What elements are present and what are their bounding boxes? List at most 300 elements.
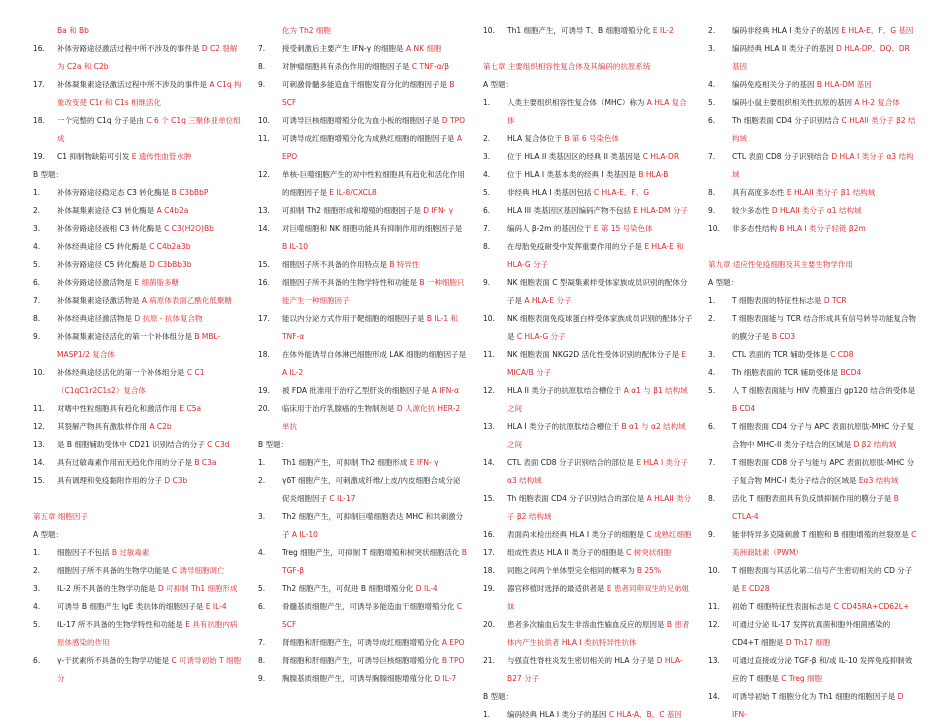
question-number: 8. xyxy=(258,656,266,665)
answer-text: D HLA-DP、DQ、DR 基因 xyxy=(732,44,910,71)
question-body xyxy=(507,202,693,220)
question-item xyxy=(33,274,243,292)
question-text: CTL 表面 CD8 分子识别结合的部位是 xyxy=(507,458,634,467)
question-number: 10. xyxy=(483,26,495,35)
question-text: γδT 细胞产生，可刺激成纤维/上皮/内皮细胞合成分泌促炎细胞因子 xyxy=(282,476,461,503)
question-text: 非经典 HLA I 类基因包括 xyxy=(507,188,592,197)
question-number: 4. xyxy=(708,368,716,377)
answer-text: E IL-2 xyxy=(650,26,674,35)
question-item xyxy=(708,526,918,562)
question-number: 5. xyxy=(708,386,716,395)
column-2 xyxy=(258,22,468,688)
question-number: 6. xyxy=(33,656,41,665)
question-body xyxy=(57,184,243,202)
question-item xyxy=(483,202,693,220)
question-item xyxy=(483,526,693,544)
question-text: Th2 细胞产生，可促进 B 细胞增殖分化 xyxy=(282,584,414,593)
question-number: 17. xyxy=(483,548,495,557)
answer-text: B SCF xyxy=(282,80,455,107)
question-item xyxy=(33,364,243,400)
question-text: Th1 细胞产生，可抑制 Th2 细胞形成 xyxy=(282,458,408,467)
question-body xyxy=(507,706,693,724)
question-body xyxy=(507,22,693,40)
question-item xyxy=(483,616,693,652)
question-body xyxy=(507,526,693,544)
question-number: 4. xyxy=(33,242,41,251)
question-body xyxy=(282,58,468,76)
question-text: HLA III 类基因区基因编码产物不包括 xyxy=(507,206,632,215)
question-body xyxy=(732,292,918,310)
question-number: 14. xyxy=(33,458,45,467)
question-item xyxy=(33,292,243,310)
answer-text: A IL-2 xyxy=(282,368,304,377)
question-item xyxy=(483,130,693,148)
question-text: 补体旁路途径激活过程中所不涉及的事件是 xyxy=(57,44,200,53)
question-item xyxy=(258,22,468,40)
question-item xyxy=(33,220,243,238)
question-text: 补体凝集素途径激活物是 xyxy=(57,296,140,305)
spacer xyxy=(483,40,693,58)
answer-text: A HLAII 类分子 β2 结构域 xyxy=(507,494,692,521)
question-body xyxy=(507,274,693,310)
question-body xyxy=(57,472,243,490)
question-text: 组成性表达 HLA II 类分子的细胞是 xyxy=(507,548,624,557)
answer-text: D HLAII 类分子 α1 结构域 xyxy=(769,206,862,215)
question-item xyxy=(258,166,468,202)
question-number: 10. xyxy=(708,224,720,233)
answer-text: E HLA-E 和 HLA-G 分子 xyxy=(507,242,684,269)
answer-text: B C3a xyxy=(192,458,217,467)
question-number: 11. xyxy=(483,350,495,359)
question-body xyxy=(57,112,243,148)
column-3 xyxy=(483,22,693,724)
question-item xyxy=(258,274,468,310)
question-item xyxy=(258,202,468,220)
question-body xyxy=(732,418,918,454)
question-item xyxy=(708,148,918,184)
question-text: 表面尚未检出经典 HLA I 类分子的细胞是 xyxy=(507,530,644,539)
question-item xyxy=(483,310,693,346)
question-type-heading: A 型题： xyxy=(483,80,514,89)
answer-text: A C1q 构象改变使 C1r 和 C1s 相继活化 xyxy=(57,80,242,107)
answer-text: B C3bBbP xyxy=(169,188,209,197)
question-number: 8. xyxy=(258,62,266,71)
answer-text: B HLA-B xyxy=(635,170,669,179)
question-text: 同胞之间两个单体型完全相同的概率为 xyxy=(507,566,635,575)
question-number: 5. xyxy=(33,260,41,269)
question-body xyxy=(282,130,468,166)
question-body xyxy=(57,202,243,220)
question-number: 16. xyxy=(33,44,45,53)
question-number: 10. xyxy=(483,314,495,323)
question-text: 可诱导初始 T 细胞分化为 Th1 细胞的细胞因子是 xyxy=(732,692,896,701)
answer-text: D 抗原 - 抗体复合物 xyxy=(132,314,203,323)
answer-text: A HLA-E 分子 xyxy=(522,296,572,305)
question-body xyxy=(282,472,468,508)
answer-text: B 第 6 号染色体 xyxy=(562,134,619,143)
question-text: 编码经典 HLA I 类分子的基因 xyxy=(507,710,607,719)
question-text: 肾细胞和肝细胞产生，可诱导成红细胞增殖分化 xyxy=(282,638,440,647)
answer-text: A EPO xyxy=(439,638,465,647)
question-body xyxy=(732,598,918,616)
question-type-heading: B 型题： xyxy=(33,170,64,179)
question-item xyxy=(708,76,918,94)
question-text: 可刺激骨髓多能造血干细胞发育分化的细胞因子是 xyxy=(282,80,447,89)
chapter-title: 第七章 主要组织相容性复合体及其编码的抗原系统 xyxy=(483,62,651,71)
question-number: 5. xyxy=(258,584,266,593)
answer-text: D HLA I 类分子 α3 结构域 xyxy=(732,152,914,179)
answer-text: B CD3 xyxy=(769,332,796,341)
question-type-heading: B 型题： xyxy=(483,692,514,701)
question-text: 补体凝集素途径激活过程中所不涉及的事件是 xyxy=(57,80,207,89)
answer-text: C C1（C1qC1r2C1s2）复合体 xyxy=(57,368,205,395)
question-number: 10. xyxy=(258,116,270,125)
question-text: 非多态性结构 xyxy=(732,224,777,233)
question-text: 活化 T 细胞表面具有负反馈抑制作用的膜分子是 xyxy=(732,494,892,503)
question-body xyxy=(507,130,693,148)
question-item xyxy=(708,202,918,220)
question-number: 4. xyxy=(33,602,41,611)
column-1 xyxy=(33,22,243,688)
question-item xyxy=(33,562,243,580)
question-body xyxy=(57,562,243,580)
answer-text: C C3d xyxy=(204,440,230,449)
question-text: 能非特异多克隆刺激 T 细胞和 B 细胞增殖的丝裂原是 xyxy=(732,530,909,539)
question-item xyxy=(258,598,468,634)
question-body xyxy=(57,652,243,688)
question-item xyxy=(708,364,918,382)
question-body xyxy=(732,94,918,112)
question-body xyxy=(57,292,243,310)
question-number: 1. xyxy=(483,710,491,719)
question-number: 1. xyxy=(483,98,491,107)
question-number: 9. xyxy=(483,278,491,287)
question-text: 被 FDA 批准用于治疗乙型肝炎的细胞因子是 xyxy=(282,386,430,395)
question-item xyxy=(33,76,243,112)
answer-text: C Treg 细胞 xyxy=(778,674,823,683)
question-item xyxy=(33,148,243,166)
question-number: 7. xyxy=(708,458,716,467)
answer-text: A α1 与 β1 结构域之间 xyxy=(507,386,688,413)
question-text: 人类主要组织相容性复合体（MHC）称为 xyxy=(507,98,645,107)
answer-text: D IFN- xyxy=(732,692,904,719)
question-body xyxy=(507,562,693,580)
question-text: 位于 HLA II 类基因区的经典 II 类基因是 xyxy=(507,152,641,161)
question-item xyxy=(33,616,243,652)
question-number: 14. xyxy=(258,224,270,233)
answer-text: D C2 裂解为 C2a 和 C2b xyxy=(57,44,238,71)
question-item xyxy=(258,112,468,130)
question-item xyxy=(483,562,693,580)
question-item xyxy=(33,202,243,220)
question-number: 17. xyxy=(258,314,270,323)
question-text: 补体旁路途径液相 C3 转化酶是 xyxy=(57,224,162,233)
question-item xyxy=(483,382,693,418)
question-number: 1. xyxy=(33,548,41,557)
answer-text: E 患者同卵双生的兄弟姐妹 xyxy=(507,584,690,611)
answer-text: E IFN- γ xyxy=(407,458,439,467)
question-text: 补体凝集素途径 C3 转化酶是 xyxy=(57,206,155,215)
question-body xyxy=(732,652,918,688)
question-body xyxy=(57,148,243,166)
question-body xyxy=(507,310,693,346)
question-item xyxy=(258,76,468,112)
question-item xyxy=(708,652,918,688)
answer-text: C HLA-A、B、C 基因 xyxy=(606,710,682,719)
question-body xyxy=(57,76,243,112)
question-number: 21. xyxy=(483,656,495,665)
question-body xyxy=(282,508,468,544)
question-body xyxy=(282,256,468,274)
question-item xyxy=(483,166,693,184)
question-type-heading: A 型题： xyxy=(708,278,739,287)
answer-text: C CD45RA+CD62L+ xyxy=(831,602,910,611)
answer-text: D TCR xyxy=(821,296,847,305)
question-item xyxy=(483,148,693,166)
question-item xyxy=(258,508,468,544)
question-body xyxy=(57,616,243,652)
question-text: 对巨噬细胞和 NK 细胞功能具有抑制作用的细胞因子是 xyxy=(282,224,463,233)
question-text: 能以内分泌方式作用于靶细胞的细胞因子是 xyxy=(282,314,425,323)
answer-text: Ba 和 Bb xyxy=(57,26,89,35)
answer-text: D C3b xyxy=(162,476,188,485)
question-item xyxy=(258,580,468,598)
question-body xyxy=(57,436,243,454)
question-body xyxy=(507,166,693,184)
question-body xyxy=(282,166,468,202)
question-number: 8. xyxy=(708,188,716,197)
question-number: 17. xyxy=(33,80,45,89)
question-text: γ-干扰素所不具备的生物学功能是 xyxy=(57,656,170,665)
question-number: 2. xyxy=(258,476,266,485)
question-body xyxy=(507,184,693,202)
question-body xyxy=(507,490,693,526)
question-text: HLA I 类分子的抗原肽结合槽位于 xyxy=(507,422,620,431)
question-body xyxy=(57,238,243,256)
answer-text: Eα3 结构域 xyxy=(856,476,899,485)
question-body xyxy=(282,544,468,580)
question-body xyxy=(732,688,918,724)
answer-text: A EPO xyxy=(282,134,463,161)
answer-text: B 患者体内产生抗供者 HLA I 类抗特异性抗体 xyxy=(507,620,690,647)
question-number: 12. xyxy=(483,386,495,395)
question-item xyxy=(33,328,243,364)
question-item xyxy=(258,652,468,670)
answer-text: D TPO xyxy=(439,116,466,125)
question-type-heading: B 型题： xyxy=(258,440,289,449)
question-text: 与强直性脊柱炎发生密切相关的 HLA 分子是 xyxy=(507,656,655,665)
question-number: 20. xyxy=(258,404,270,413)
answer-text: E HLA I 类分子 α3 结构域 xyxy=(507,458,689,485)
question-number: 10. xyxy=(708,566,720,575)
question-number: 14. xyxy=(708,692,720,701)
question-body xyxy=(282,112,468,130)
answer-text: C SCF xyxy=(282,602,463,629)
answer-text: C HLA-G 分子 xyxy=(514,332,566,341)
answer-text: D β2 结构域 xyxy=(851,440,897,449)
answer-text: B TPO xyxy=(439,656,465,665)
question-item xyxy=(258,130,468,166)
answer-text: B 一种细胞只能产生一种细胞因子 xyxy=(282,278,465,305)
question-text: 可抑制 Th2 细胞形成和增殖的细胞因子是 xyxy=(282,206,421,215)
answer-text: C CD8 xyxy=(827,350,854,359)
question-item xyxy=(258,58,468,76)
answer-text: C 树突状细胞 xyxy=(623,548,672,557)
question-text: 细胞因子所不具备的生物学功能是 xyxy=(57,566,170,575)
answer-text: E 遗传性血管水肿 xyxy=(129,152,192,161)
question-number: 6. xyxy=(33,278,41,287)
question-item xyxy=(708,112,918,148)
question-text: 肾细胞和肝细胞产生，可诱导巨核细胞增殖分化 xyxy=(282,656,440,665)
question-number: 18. xyxy=(33,116,45,125)
question-text: 补体旁路途径稳定态 C3 转化酶是 xyxy=(57,188,170,197)
question-body xyxy=(57,310,243,328)
question-text: HLA II 类分子的抗原肽结合槽位于 xyxy=(507,386,622,395)
answer-text: C TNF-α/β xyxy=(409,62,449,71)
question-text: 患者多次输血后发生非溶血性输血反应的原因是 xyxy=(507,620,665,629)
question-item xyxy=(33,472,243,490)
answer-text: A C4b2a xyxy=(154,206,189,215)
question-body xyxy=(282,400,468,436)
question-body xyxy=(507,346,693,382)
question-number: 5. xyxy=(708,98,716,107)
question-body xyxy=(507,220,693,238)
question-item xyxy=(33,40,243,76)
question-text: 补体经典途径激活物是 xyxy=(57,314,132,323)
question-body xyxy=(57,544,243,562)
question-body xyxy=(282,382,468,400)
question-body xyxy=(282,310,468,346)
question-item xyxy=(708,688,918,724)
question-body xyxy=(57,418,243,436)
chapter-title: 第五章 细胞因子 xyxy=(33,512,88,521)
answer-text: C HLAII 类分子 β2 结构域 xyxy=(732,116,916,143)
question-text: 编码小鼠主要组织相关性抗原的基因 xyxy=(732,98,852,107)
question-text: 可诱导 B 细胞产生 IgE 类抗体的细胞因子是 xyxy=(57,602,204,611)
answer-text: E HLA-DM 分子 xyxy=(631,206,688,215)
question-number: 16. xyxy=(483,530,495,539)
question-number: 4. xyxy=(483,170,491,179)
question-text: CTL 表面的 TCR 辅助受体是 xyxy=(732,350,828,359)
question-number: 5. xyxy=(483,188,491,197)
question-item xyxy=(483,94,693,130)
question-text: 具有过敏毒素作用而无趋化作用的分子是 xyxy=(57,458,192,467)
question-text: 可诱导成红细胞增殖分化为成熟红细胞的细胞因子是 xyxy=(282,134,455,143)
question-number: 15. xyxy=(33,476,45,485)
question-text: NK 细胞表面 C 型凝集素样受体家族成员识别的配体分子是 xyxy=(507,278,688,305)
question-text: 编码经典 HLA II 类分子的基因 xyxy=(732,44,834,53)
question-number: 2. xyxy=(483,134,491,143)
question-text: Th 细胞表面 CD4 分子识别结合的部位是 xyxy=(507,494,645,503)
question-number: 13. xyxy=(33,440,45,449)
answer-text: B HLA-DM 基因 xyxy=(814,80,872,89)
question-number: 1. xyxy=(33,188,41,197)
question-text: 编码免疫相关分子的基因 xyxy=(732,80,815,89)
question-text: 是 B 细胞辅助受体中 CD21 识别结合的分子 xyxy=(57,440,205,449)
question-number: 2. xyxy=(33,566,41,575)
question-text: 编码非经典 HLA I 类分子的基因 xyxy=(732,26,839,35)
question-number: 18. xyxy=(483,566,495,575)
question-body xyxy=(282,652,468,670)
answer-text: C HLA-DR xyxy=(640,152,680,161)
answer-text: A NK 细胞 xyxy=(403,44,442,53)
answer-text: D IL-4 xyxy=(413,584,438,593)
question-item xyxy=(708,22,918,40)
question-number: 1. xyxy=(708,296,716,305)
question-item xyxy=(33,310,243,328)
question-number: 9. xyxy=(258,80,266,89)
question-text: C1 抑制物缺陷可引发 xyxy=(57,152,130,161)
question-number: 8. xyxy=(483,242,491,251)
question-text: Th2 细胞产生，可抑制巨噬细胞表达 MHC 和共刺激分子 xyxy=(282,512,464,539)
answer-text: C 成熟红细胞 xyxy=(643,530,692,539)
question-number: 7. xyxy=(258,44,266,53)
question-item xyxy=(483,418,693,454)
question-item xyxy=(258,454,468,472)
question-text: 细胞因子所不具备的作用特点是 xyxy=(282,260,387,269)
question-item xyxy=(258,346,468,382)
question-text: T 细胞表面 CD4 分子与 APC 表面抗原肽-MHC 分子复合物中 MHC-II 类分子结合的区域是 xyxy=(732,422,915,449)
question-body xyxy=(732,202,918,220)
question-number xyxy=(258,22,282,40)
question-number: 9. xyxy=(258,674,266,683)
question-text: 骨髓基质细胞产生，可诱导多能造血干细胞增殖分化 xyxy=(282,602,455,611)
question-number: 3. xyxy=(258,512,266,521)
question-text: 具有调理和免疫黏附作用的分子 xyxy=(57,476,162,485)
question-number: 11. xyxy=(33,404,45,413)
question-body xyxy=(282,346,468,382)
question-item xyxy=(483,184,693,202)
question-number: 8. xyxy=(33,314,41,323)
question-body xyxy=(282,634,468,652)
answer-text: B IL-10 xyxy=(282,242,309,251)
question-number: 6. xyxy=(708,422,716,431)
question-body xyxy=(507,238,693,274)
question-body xyxy=(732,148,918,184)
question-body xyxy=(57,40,243,76)
answer-text: A IL-10 xyxy=(289,530,318,539)
question-text: T 细胞表面的特征性标志是 xyxy=(732,296,822,305)
question-text: HLA 复合体位于 xyxy=(507,134,563,143)
answer-text: B α1 与 α2 结构域之间 xyxy=(507,422,686,449)
chapter-title: 第九章 适应性免疫细胞及其主要生物学作用 xyxy=(708,260,853,269)
question-item xyxy=(483,22,693,40)
question-type-heading: A 型题： xyxy=(33,530,64,539)
question-item xyxy=(483,454,693,490)
question-item xyxy=(708,418,918,454)
answer-text: B MBL-MASP1/2 复合体 xyxy=(57,332,221,359)
answer-text: B TGF-β xyxy=(282,548,468,575)
question-text: 细胞因子所不具备的生物学特性和功能是 xyxy=(282,278,417,287)
question-body xyxy=(57,220,243,238)
question-number: 20. xyxy=(483,620,495,629)
question-number: 3. xyxy=(708,350,716,359)
question-text: Treg 细胞产生，可抑制 T 细胞增殖和树突状细胞活化 xyxy=(282,548,460,557)
question-item xyxy=(258,220,468,256)
answer-text: E MICA/B 分子 xyxy=(507,350,687,377)
question-number: 16. xyxy=(258,278,270,287)
question-number: 12. xyxy=(258,170,270,179)
question-item xyxy=(258,382,468,400)
answer-text: E 具有抗胞内病原体感染的作用 xyxy=(57,620,238,647)
answer-text: C C4b2a3b xyxy=(146,242,191,251)
answer-text: E IL-4 xyxy=(203,602,227,611)
answer-text: C 6 个 C1q 三聚体亚单位组成 xyxy=(57,116,241,143)
question-item xyxy=(483,238,693,274)
question-text: 接受刺激后主要产生 IFN-γ 的细胞是 xyxy=(282,44,404,53)
question-number: 19. xyxy=(258,386,270,395)
question-item xyxy=(483,220,693,238)
